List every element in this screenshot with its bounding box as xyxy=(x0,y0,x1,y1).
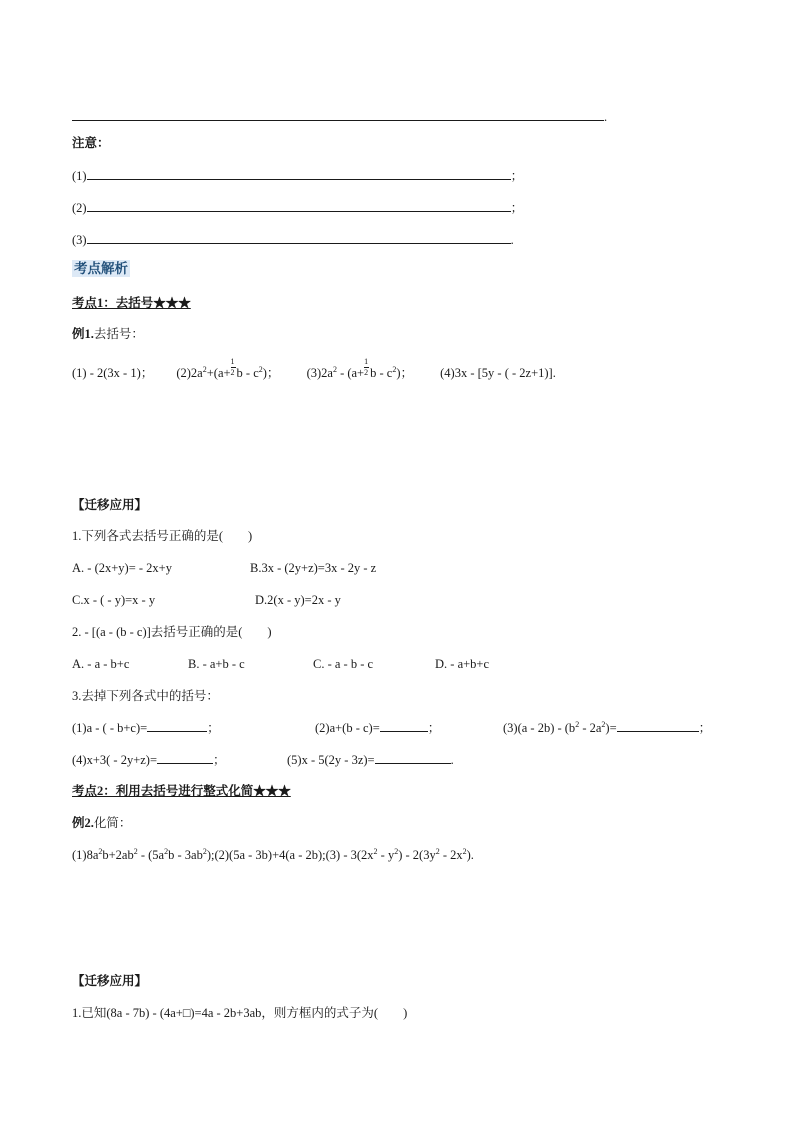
t1-q2-option-a: A. - a - b+c xyxy=(72,657,130,671)
note-item-label: (2) xyxy=(72,201,87,215)
note-item-end: ； xyxy=(510,169,524,183)
answer-blank[interactable] xyxy=(617,719,699,732)
top-answer-line xyxy=(72,108,607,125)
example1 xyxy=(72,326,144,342)
t1-q1-option-a: A. - (2x+y)= - 2x+y xyxy=(72,561,172,575)
answer-blank[interactable] xyxy=(157,751,213,764)
answer-blank[interactable] xyxy=(87,231,511,244)
problem-3: $(3)2a^2 - (a+$ $\frac{1}{2}$ b - $c^2$)； xyxy=(306,357,414,380)
section-title xyxy=(72,261,130,277)
transfer2-heading: 【迁移应用】 xyxy=(72,974,148,988)
note-item-end: ； xyxy=(510,201,524,215)
example-label: 例2. xyxy=(72,816,94,830)
example1-problems xyxy=(72,357,556,381)
point1-title: 考点1：去括号★★★ xyxy=(72,296,191,310)
t1-q3-item-3: $(3)(a - 2b) - (b^2 - 2a^2)=$ ； xyxy=(503,720,712,735)
example-text: 化简： xyxy=(93,816,132,830)
note-item-2 xyxy=(72,199,523,216)
t2-question-1: 1.已知(8a - 7b) - (4a+□)=4a - 2b+3ab，则方框内的式子为( ) xyxy=(72,1006,408,1020)
t1-q2-option-c: C. - a - b - c xyxy=(313,657,374,671)
answer-blank[interactable] xyxy=(147,719,207,732)
t1-q1-option-c: C.x - ( - y)=x - y xyxy=(72,593,156,607)
point2-title: 考点2：利用去括号进行整式化简★★★ xyxy=(72,784,291,798)
answer-blank[interactable] xyxy=(72,108,604,121)
t1-q2-option-b: B. - a+b - c xyxy=(188,657,245,671)
note-label: 注意： xyxy=(72,136,110,150)
t1-q3-item-2: (2)a+(b - c)= ； xyxy=(315,721,441,735)
t1-question-1: 1.下列各式去括号正确的是( ) xyxy=(72,529,253,543)
t1-q1-option-d: D.2(x - y)=2x - y xyxy=(255,593,341,607)
note-item-label: (1) xyxy=(72,169,87,183)
t1-q1-option-b: B.3x - (2y+z)=3x - 2y - z xyxy=(250,561,377,575)
example-label: 例1. xyxy=(72,327,94,341)
example2 xyxy=(72,815,131,831)
note-item-1 xyxy=(72,167,523,184)
problem-1: (1) - 2(3x - 1)； xyxy=(72,366,154,380)
answer-blank[interactable] xyxy=(375,751,451,764)
problem-4: (4)3x - [5y - ( - 2z+1)]. xyxy=(440,366,556,380)
example-text: 去括号： xyxy=(93,327,144,341)
answer-blank[interactable] xyxy=(87,199,511,212)
transfer1-heading: 【迁移应用】 xyxy=(72,498,148,512)
t1-q2-option-d: D. - a+b+c xyxy=(435,657,490,671)
note-item-3 xyxy=(72,231,514,248)
fraction-half: $\frac{1}{2}$ xyxy=(364,357,369,377)
t1-q3-item-5: (5)x - 5(2y - 3z)= . xyxy=(287,753,454,767)
t1-q3-item-1: (1)a - ( - b+c)= ； xyxy=(72,721,220,735)
t1-question-2: 2. - [(a - (b - c)]去括号正确的是( ) xyxy=(72,625,272,639)
t1-q3-item-4: (4)x+3( - 2y+z)= ； xyxy=(72,753,226,767)
section-title-text: 考点解析 xyxy=(74,261,128,276)
t1-question-3: 3.去掉下列各式中的括号： xyxy=(72,689,219,703)
problem-2: $(2)2a^2+(a+$ $\frac{1}{2}$ b - $c^2$)； xyxy=(176,357,280,380)
note-item-label: (3) xyxy=(72,233,87,247)
line-end: . xyxy=(604,110,608,124)
note-item-end: . xyxy=(510,233,514,247)
answer-blank[interactable] xyxy=(87,167,511,180)
example2-expression: $(1)8a^2b+2ab^2 - (5a^2b$ - $3ab^2);(2)(5a - 3b)+4(a$ - 2b);(3) - $3(2x^2 - y^2) - 2(3y^2 - 2x^2)$. xyxy=(72,847,474,862)
fraction-half: $\frac{1}{2}$ xyxy=(230,357,235,377)
answer-blank[interactable] xyxy=(380,719,428,732)
